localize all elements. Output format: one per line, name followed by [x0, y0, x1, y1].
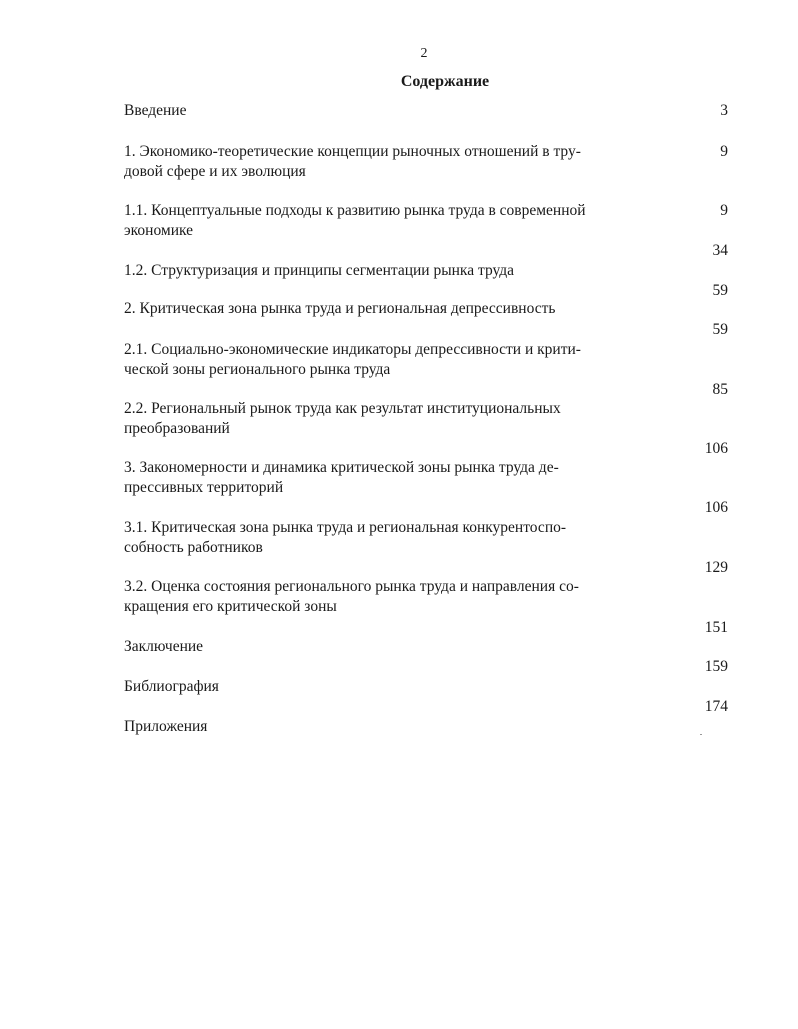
toc-page-number: 9	[720, 202, 728, 219]
toc-section-3-2-line-2: кращения его критической зоны	[124, 598, 337, 615]
toc-page-number: 3	[720, 102, 728, 119]
toc-section-2-1-line-1: 2.1. Социально-экономические индикаторы депрессивности и крити-	[124, 341, 581, 358]
toc-page-number: 174	[704, 698, 728, 715]
toc-appendices: Приложения	[124, 718, 208, 735]
toc-section-3-1-line-1: 3.1. Критическая зона рынка труда и региональная конкурентоспо-	[124, 519, 567, 536]
toc-section-1-line-1: 1. Экономико-теоретические концепции рыночных отношений в тру-	[124, 143, 581, 160]
toc-section-3-line-1: 3. Закономерности и динамика критической зоны рынка труда де-	[124, 459, 559, 476]
toc-section-3-line-2: прессивных территорий	[124, 479, 284, 496]
page-title: Содержание	[400, 73, 490, 90]
toc-section-1-1-line-1: 1.1. Концептуальные подходы к развитию рынка труда в современной	[124, 202, 586, 219]
toc-page-number: 151	[704, 619, 728, 636]
toc-page-number: 9	[720, 143, 728, 160]
toc-page-number: 59	[712, 282, 728, 299]
toc-section-3-2-line-1: 3.2. Оценка состояния регионального рынка труда и направления со-	[124, 578, 579, 595]
toc-page-number: 59	[712, 321, 728, 338]
toc-section-2-1-line-2: ческой зоны регионального рынка труда	[124, 361, 391, 378]
toc-page-number: 129	[704, 559, 728, 576]
toc-section-2: 2. Критическая зона рынка труда и региональная депрессивность	[124, 300, 556, 317]
toc-page-number: 85	[712, 381, 728, 398]
toc-section-2-2-line-1: 2.2. Региональный рынок труда как результат институциональных	[124, 400, 561, 417]
toc-section-3-1-line-2: собность работников	[124, 539, 263, 556]
toc-page-number: 159	[704, 658, 728, 675]
toc-section-2-2-line-2: преобразований	[124, 420, 230, 437]
toc-section-1-2: 1.2. Структуризация и принципы сегментации рынка труда	[124, 262, 515, 279]
scan-speck	[700, 734, 702, 735]
toc-section-1-1-line-2: экономике	[124, 222, 194, 239]
toc-page-number: 106	[704, 499, 728, 516]
page-number: 2	[420, 46, 428, 61]
toc-bibliography: Библиография	[124, 678, 219, 695]
toc-conclusion: Заключение	[124, 638, 204, 655]
toc-section-1-line-2: довой сфере и их эволюция	[124, 163, 306, 180]
toc-intro: Введение	[124, 102, 187, 119]
toc-page-number: 34	[712, 242, 728, 259]
toc-page-number: 106	[704, 440, 728, 457]
